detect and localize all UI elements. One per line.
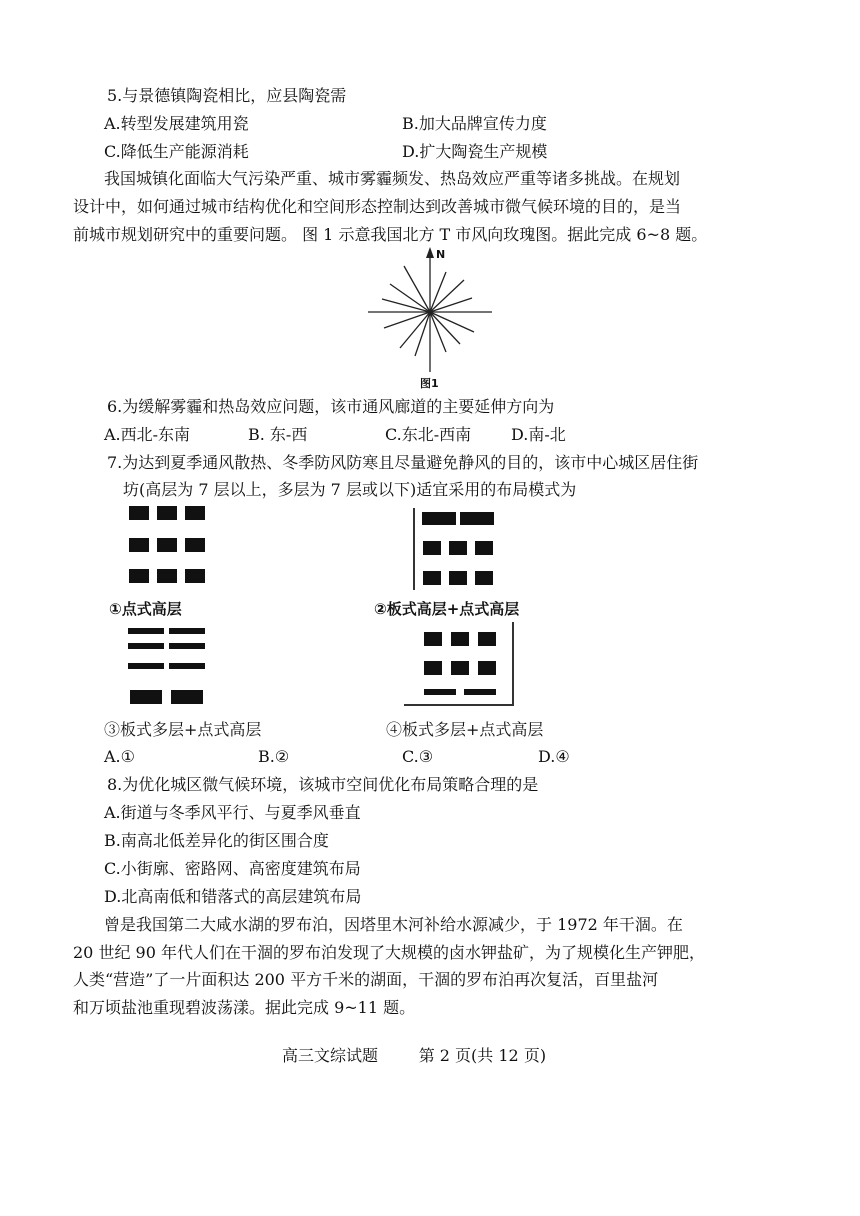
- north-arrow-icon: [426, 247, 434, 258]
- passage2-line-4: 和万顷盐池重现碧波荡漾。据此完成 9~11 题。: [73, 998, 416, 1017]
- slab-block: [128, 663, 164, 669]
- q8-option-c: C.小街廓、密路网、高密度建筑布局: [104, 859, 361, 878]
- q6-stem: 6.为缓解雾霾和热岛效应问题，该市通风廊道的主要延伸方向为: [107, 397, 555, 416]
- passage1-line-3: 前城市规划研究中的重要问题。 图 1 示意我国北方 T 市风向玫瑰图。据此完成 6~8 题。: [73, 225, 708, 244]
- q5-stem: 5.与景德镇陶瓷相比，应县陶瓷需: [107, 86, 347, 105]
- slab-block: [424, 689, 456, 695]
- north-label: N: [436, 248, 446, 261]
- building-block: [130, 690, 162, 704]
- building-block: [129, 569, 149, 583]
- layout-1-label: ①点式高层: [109, 600, 182, 618]
- q5-option-a: A.转型发展建筑用瓷: [104, 114, 249, 133]
- building-block: [423, 541, 441, 555]
- passage1-line-1: 我国城镇化面临大气污染严重、城市雾霾频发、热岛效应严重等诸多挑战。在规划: [104, 169, 681, 188]
- q8-option-b: B.南高北低差异化的街区围合度: [104, 831, 329, 850]
- slab-block: [128, 643, 164, 649]
- building-block: [451, 632, 469, 646]
- q7-option-b: B.②: [258, 747, 290, 766]
- building-block: [451, 661, 469, 675]
- passage2-line-3: 人类“营造”了一片面积达 200 平方千米的湖面，干涸的罗布泊再次复活，百里盐河: [73, 970, 659, 989]
- q7-option-c: C.③: [402, 747, 434, 766]
- building-block: [475, 541, 493, 555]
- building-block: [157, 538, 177, 552]
- page-footer: 高三文综试题 第 2 页(共 12 页): [282, 1046, 547, 1065]
- q8-stem: 8.为优化城区微气候环境，该城市空间优化布局策略合理的是: [107, 775, 539, 794]
- diagram-border-line: [413, 508, 415, 590]
- layout-4-label: ④板式多层+点式高层: [386, 720, 544, 739]
- figure1-caption: 图1: [420, 377, 439, 390]
- q8-option-d: D.北高南低和错落式的高层建筑布局: [104, 887, 362, 906]
- building-block: [423, 571, 441, 585]
- slab-block: [169, 628, 205, 634]
- building-block: [478, 632, 496, 646]
- building-block: [157, 569, 177, 583]
- q7-option-a: A.①: [104, 747, 135, 766]
- passage2-line-2: 20 世纪 90 年代人们在干涸的罗布泊发现了大规模的卤水钾盐矿，为了规模化生产钾肥，: [73, 943, 705, 962]
- diagram-border-line: [404, 704, 514, 706]
- building-block: [185, 506, 205, 520]
- building-block: [475, 571, 493, 585]
- building-block: [171, 690, 203, 704]
- slab-block: [460, 512, 494, 525]
- q7-stem-line-2: 坊(高层为 7 层以上，多层为 7 层或以下)适宜采用的布局模式为: [123, 480, 577, 499]
- q7-stem-line-1: 7.为达到夏季通风散热、冬季防风防寒且尽量避免静风的目的，该市中心城区居住街: [107, 453, 699, 472]
- slab-block: [169, 643, 205, 649]
- building-block: [424, 632, 442, 646]
- passage2-line-1: 曾是我国第二大咸水湖的罗布泊，因塔里木河补给水源减少，于 1972 年干涸。在: [104, 915, 683, 934]
- q6-option-c: C.东北-西南: [385, 425, 472, 444]
- building-block: [185, 538, 205, 552]
- diagram-border-line: [512, 622, 514, 706]
- building-block: [185, 569, 205, 583]
- q6-option-a: A.西北-东南: [104, 425, 191, 444]
- building-block: [129, 506, 149, 520]
- building-block: [449, 541, 467, 555]
- q8-option-a: A.街道与冬季风平行、与夏季风垂直: [104, 803, 361, 822]
- q5-option-c: C.降低生产能源消耗: [104, 142, 249, 161]
- building-block: [449, 571, 467, 585]
- slab-block: [169, 663, 205, 669]
- building-block: [129, 538, 149, 552]
- building-block: [424, 661, 442, 675]
- slab-block: [422, 512, 456, 525]
- slab-block: [464, 689, 496, 695]
- layout-3-label: ③板式多层+点式高层: [104, 720, 262, 739]
- building-block: [478, 661, 496, 675]
- layout-2-label: ②板式高层+点式高层: [374, 600, 520, 618]
- wind-rose-figure: [360, 244, 510, 390]
- q7-option-d: D.④: [538, 747, 570, 766]
- q5-option-d: D.扩大陶瓷生产规模: [402, 142, 548, 161]
- q6-option-d: D.南-北: [511, 425, 566, 444]
- building-block: [157, 506, 177, 520]
- passage1-line-2: 设计中，如何通过城市结构优化和空间形态控制达到改善城市微气候环境的目的，是当: [73, 197, 682, 216]
- q5-option-b: B.加大品牌宣传力度: [402, 114, 547, 133]
- q6-option-b: B. 东-西: [248, 425, 308, 444]
- slab-block: [128, 628, 164, 634]
